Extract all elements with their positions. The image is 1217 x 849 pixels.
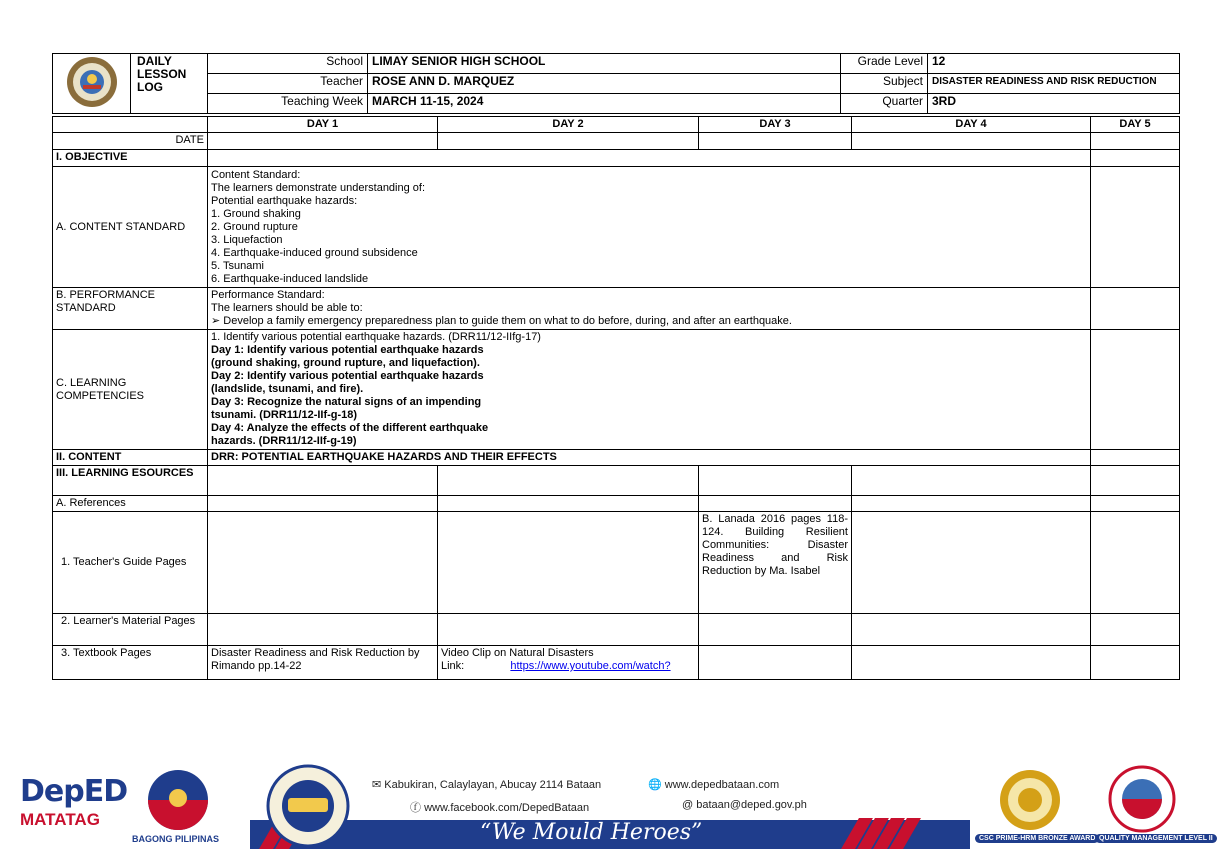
address-text: ✉ Kabukiran, Calaylayan, Abucay 2114 Bataan bbox=[372, 779, 602, 791]
content-value: DRR: POTENTIAL EARTHQUAKE HAZARDS AND THEIR EFFECTS bbox=[208, 450, 1091, 466]
content-standard-text bbox=[208, 167, 1091, 288]
day-header: DAY 1 bbox=[208, 117, 438, 133]
textbook-day2 bbox=[438, 646, 699, 680]
content-day5 bbox=[1091, 450, 1180, 466]
school-seal-icon bbox=[61, 55, 123, 109]
objective-span bbox=[208, 150, 1091, 167]
teachers-guide-day3: B. Lanada 2016 pages 118- 124. Building Resilient Communities: Disaster Readiness and Risk Reduction by Ma. Isabel bbox=[699, 512, 852, 614]
quality-management-badge: QUALITY MANAGEMENT LEVEL II bbox=[1095, 834, 1217, 843]
text-line: The learners demonstrate understanding of: bbox=[211, 182, 426, 194]
competencies-day5 bbox=[1091, 330, 1180, 450]
link-label: Link: bbox=[441, 660, 465, 672]
bagong-pilipinas-text: BAGONG PILIPINAS bbox=[132, 834, 220, 844]
references-cell bbox=[699, 496, 852, 512]
performance-standard-text bbox=[208, 288, 1091, 330]
form-title bbox=[131, 54, 208, 114]
content-standard-day5 bbox=[1091, 167, 1180, 288]
learners-material-cell bbox=[208, 614, 438, 646]
date-cell bbox=[699, 133, 852, 150]
performance-standard-day5 bbox=[1091, 288, 1180, 330]
date-label: DATE bbox=[53, 133, 208, 150]
teachers-guide-cell bbox=[438, 512, 699, 614]
text-line: Video Clip on Natural Disasters bbox=[441, 647, 594, 659]
form-title-line: LESSON bbox=[137, 67, 187, 81]
form-title-line: LOG bbox=[137, 80, 163, 94]
csc-award-seal-icon bbox=[992, 768, 1068, 832]
competencies-label: C. LEARNING COMPETENCIES bbox=[53, 330, 208, 450]
text-line: Day 1: Identify various potential earthquake hazards bbox=[211, 344, 484, 356]
performance-standard-label: B. PERFORMANCE STANDARD bbox=[53, 288, 208, 330]
daily-lesson-log bbox=[52, 53, 1179, 680]
objective-day5 bbox=[1091, 150, 1180, 167]
resources-heading: III. LEARNING ESOURCES bbox=[53, 466, 208, 496]
learners-material-cell bbox=[1091, 614, 1180, 646]
text-line: 6. Earthquake-induced landslide bbox=[211, 273, 369, 285]
email-value[interactable]: bataan@deped.gov.ph bbox=[696, 799, 807, 811]
references-cell bbox=[208, 496, 438, 512]
address-value: Kabukiran, Calaylayan, Abucay 2114 Bataan bbox=[384, 779, 602, 791]
resources-cell bbox=[699, 466, 852, 496]
video-link-line bbox=[441, 660, 695, 673]
email-text[interactable]: @ bataan@deped.gov.ph bbox=[682, 799, 807, 811]
footer-motto: “We Mould Heroes” bbox=[480, 820, 703, 845]
facebook-value[interactable]: www.facebook.com/DepedBataan bbox=[424, 802, 590, 814]
text-line: hazards. (DRR11/12-IIf-g-19) bbox=[211, 435, 357, 447]
textbook-cell bbox=[699, 646, 852, 680]
deped-logo: DepED bbox=[20, 774, 128, 809]
learners-material-cell bbox=[699, 614, 852, 646]
resources-cell bbox=[1091, 466, 1180, 496]
content-standard-label: A. CONTENT STANDARD bbox=[53, 167, 208, 288]
bagong-pilipinas-logo-icon bbox=[140, 768, 216, 832]
learners-material-cell bbox=[438, 614, 699, 646]
school-seal-cell bbox=[53, 54, 131, 114]
text-line: Day 3: Recognize the natural signs of an impending bbox=[211, 396, 482, 408]
text-line: ➢ Develop a family emergency preparedness plan to guide them on what to do before, during, and after an earthquake. bbox=[211, 315, 792, 327]
footer-banner bbox=[0, 762, 1213, 849]
facebook-text[interactable]: ⓕ www.facebook.com/DepedBataan bbox=[410, 802, 590, 814]
day-header: DAY 3 bbox=[699, 117, 852, 133]
day-header: DAY 4 bbox=[852, 117, 1091, 133]
references-cell bbox=[852, 496, 1091, 512]
learners-material-cell bbox=[852, 614, 1091, 646]
form-title-line: DAILY bbox=[137, 54, 172, 68]
text-line: 1. Identify various potential earthquake hazards. (DRR11/12-IIfg-17) bbox=[211, 331, 541, 343]
deped-bataan-seal-icon bbox=[254, 764, 362, 848]
teachers-guide-label: 1. Teacher's Guide Pages bbox=[53, 512, 208, 614]
date-cell bbox=[852, 133, 1091, 150]
text-line: 2. Ground rupture bbox=[211, 221, 298, 233]
teacher-value: ROSE ANN D. MARQUEZ bbox=[368, 74, 841, 94]
text-line: (ground shaking, ground rupture, and liquefaction). bbox=[211, 357, 480, 369]
references-cell bbox=[438, 496, 699, 512]
text-line: 1. Ground shaking bbox=[211, 208, 301, 220]
website-text[interactable]: 🌐 www.depedbataan.com bbox=[648, 779, 780, 791]
text-line: Performance Standard: bbox=[211, 289, 325, 301]
resources-cell bbox=[852, 466, 1091, 496]
references-cell bbox=[1091, 496, 1180, 512]
grade-label: Grade Level bbox=[841, 54, 928, 74]
school-label: School bbox=[208, 54, 368, 74]
text-line: 5. Tsunami bbox=[211, 260, 264, 272]
corner-cell bbox=[53, 117, 208, 133]
teacher-label: Teacher bbox=[208, 74, 368, 94]
teachers-guide-cell bbox=[852, 512, 1091, 614]
content-heading: II. CONTENT bbox=[53, 450, 208, 466]
date-cell bbox=[1091, 133, 1180, 150]
textbook-cell bbox=[1091, 646, 1180, 680]
day-header: DAY 2 bbox=[438, 117, 699, 133]
text-line: tsunami. (DRR11/12-IIf-g-18) bbox=[211, 409, 358, 421]
text-line: (landslide, tsunami, and fire). bbox=[211, 383, 364, 395]
text-line: The learners should be able to: bbox=[211, 302, 363, 314]
subject-label: Subject bbox=[841, 74, 928, 94]
csc-award-badge: CSC PRIME-HRM BRONZE AWARD bbox=[975, 834, 1099, 843]
textbook-label: 3. Textbook Pages bbox=[53, 646, 208, 680]
week-label: Teaching Week bbox=[208, 94, 368, 114]
school-value: LIMAY SENIOR HIGH SCHOOL bbox=[368, 54, 841, 74]
quarter-label: Quarter bbox=[841, 94, 928, 114]
video-link[interactable]: https://www.youtube.com/watch? bbox=[510, 660, 671, 672]
week-value: MARCH 11-15, 2024 bbox=[368, 94, 841, 114]
textbook-day1: Disaster Readiness and Risk Reduction by Rimando pp.14-22 bbox=[208, 646, 438, 680]
resources-cell bbox=[438, 466, 699, 496]
teachers-guide-cell bbox=[208, 512, 438, 614]
resources-cell bbox=[208, 466, 438, 496]
text-line: Day 2: Identify various potential earthquake hazards bbox=[211, 370, 484, 382]
website-value[interactable]: www.depedbataan.com bbox=[664, 779, 780, 791]
quarter-value: 3RD bbox=[928, 94, 1180, 114]
learners-material-label: 2. Learner's Material Pages bbox=[53, 614, 208, 646]
text-line: 4. Earthquake-induced ground subsidence bbox=[211, 247, 418, 259]
quality-management-seal-icon bbox=[1102, 764, 1182, 834]
header-table bbox=[52, 53, 1180, 114]
day-header: DAY 5 bbox=[1091, 117, 1180, 133]
text-line: Day 4: Analyze the effects of the different earthquake bbox=[211, 422, 489, 434]
text-line: Potential earthquake hazards: bbox=[211, 195, 358, 207]
objective-heading: I. OBJECTIVE bbox=[53, 150, 208, 167]
textbook-cell bbox=[852, 646, 1091, 680]
text-line: 3. Liquefaction bbox=[211, 234, 283, 246]
lesson-table bbox=[52, 116, 1180, 680]
date-cell bbox=[438, 133, 699, 150]
subject-value: DISASTER READINESS AND RISK REDUCTION bbox=[928, 74, 1180, 94]
grade-value: 12 bbox=[928, 54, 1180, 74]
date-cell bbox=[208, 133, 438, 150]
matatag-logo: MATATAG bbox=[20, 810, 100, 829]
references-label: A. References bbox=[53, 496, 208, 512]
teachers-guide-cell bbox=[1091, 512, 1180, 614]
competencies-text bbox=[208, 330, 1091, 450]
text-line: Content Standard: bbox=[211, 169, 301, 181]
